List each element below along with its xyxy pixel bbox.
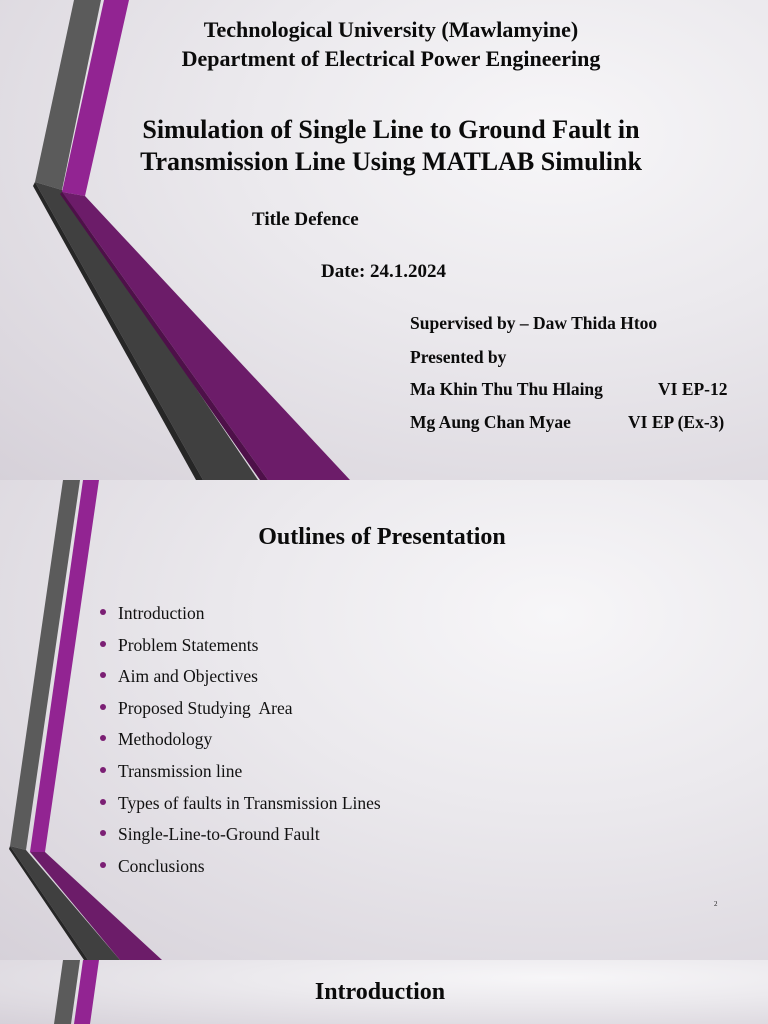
university-line: Technological University (Mawlamyine): [203, 17, 579, 42]
bullet-icon: [100, 799, 106, 805]
list-item-label: Proposed Studying Area: [118, 697, 293, 718]
bullet-icon: [100, 641, 106, 647]
slide-title: Outlines of Presentation: [258, 524, 506, 550]
bullet-icon: [100, 767, 106, 773]
slide-2-outline: [0, 480, 768, 960]
page-number: 2: [714, 900, 718, 908]
bullet-icon: [100, 672, 106, 678]
list-item: [98, 602, 381, 634]
list-item: [98, 728, 381, 760]
presenter-2-name: Mg Aung Chan Myae: [410, 412, 571, 432]
title-line-1: Simulation of Single Line to Ground Fault in: [142, 115, 640, 144]
date: Date: 24.1.2024: [321, 261, 447, 282]
list-item: [98, 697, 381, 729]
list-item-label: Conclusions: [118, 855, 205, 876]
list-item-label: Problem Statements: [118, 634, 259, 655]
presentation-title: [0, 114, 768, 178]
list-item: [98, 855, 381, 887]
list-item-label: Types of faults in Transmission Lines: [118, 792, 381, 813]
slide-1-title: [0, 0, 768, 480]
subtitle: Title Defence: [252, 209, 359, 230]
list-item: [98, 823, 381, 855]
department-line: Department of Electrical Power Engineering: [181, 46, 601, 71]
title-line-2: Transmission Line Using MATLAB Simulink: [140, 147, 642, 176]
list-item: [98, 792, 381, 824]
bullet-icon: [100, 704, 106, 710]
presenter-1-class: VI EP-12: [658, 379, 728, 399]
slide-title: Introduction: [314, 979, 446, 1005]
outline-list: [98, 602, 381, 886]
presented-by-label: Presented by: [410, 347, 507, 367]
bullet-icon: [100, 735, 106, 741]
bullet-icon: [100, 830, 106, 836]
list-item-label: Single-Line-to-Ground Fault: [118, 824, 320, 845]
bullet-icon: [100, 609, 106, 615]
presenter-2-class: VI EP (Ex-3): [628, 412, 725, 432]
university-name: [0, 15, 768, 73]
supervisor: Supervised by – Daw Thida Htoo: [410, 313, 658, 333]
list-item-label: Aim and Objectives: [118, 666, 258, 687]
list-item-label: Transmission line: [118, 760, 243, 781]
list-item: [98, 634, 381, 666]
presenter-1-name: Ma Khin Thu Thu Hlaing: [410, 379, 603, 399]
list-item-label: Introduction: [118, 603, 205, 623]
list-item-label: Methodology: [118, 729, 213, 750]
slide-3-introduction: [0, 960, 768, 1024]
list-item: [98, 760, 381, 792]
list-item: [98, 665, 381, 697]
bullet-icon: [100, 862, 106, 868]
